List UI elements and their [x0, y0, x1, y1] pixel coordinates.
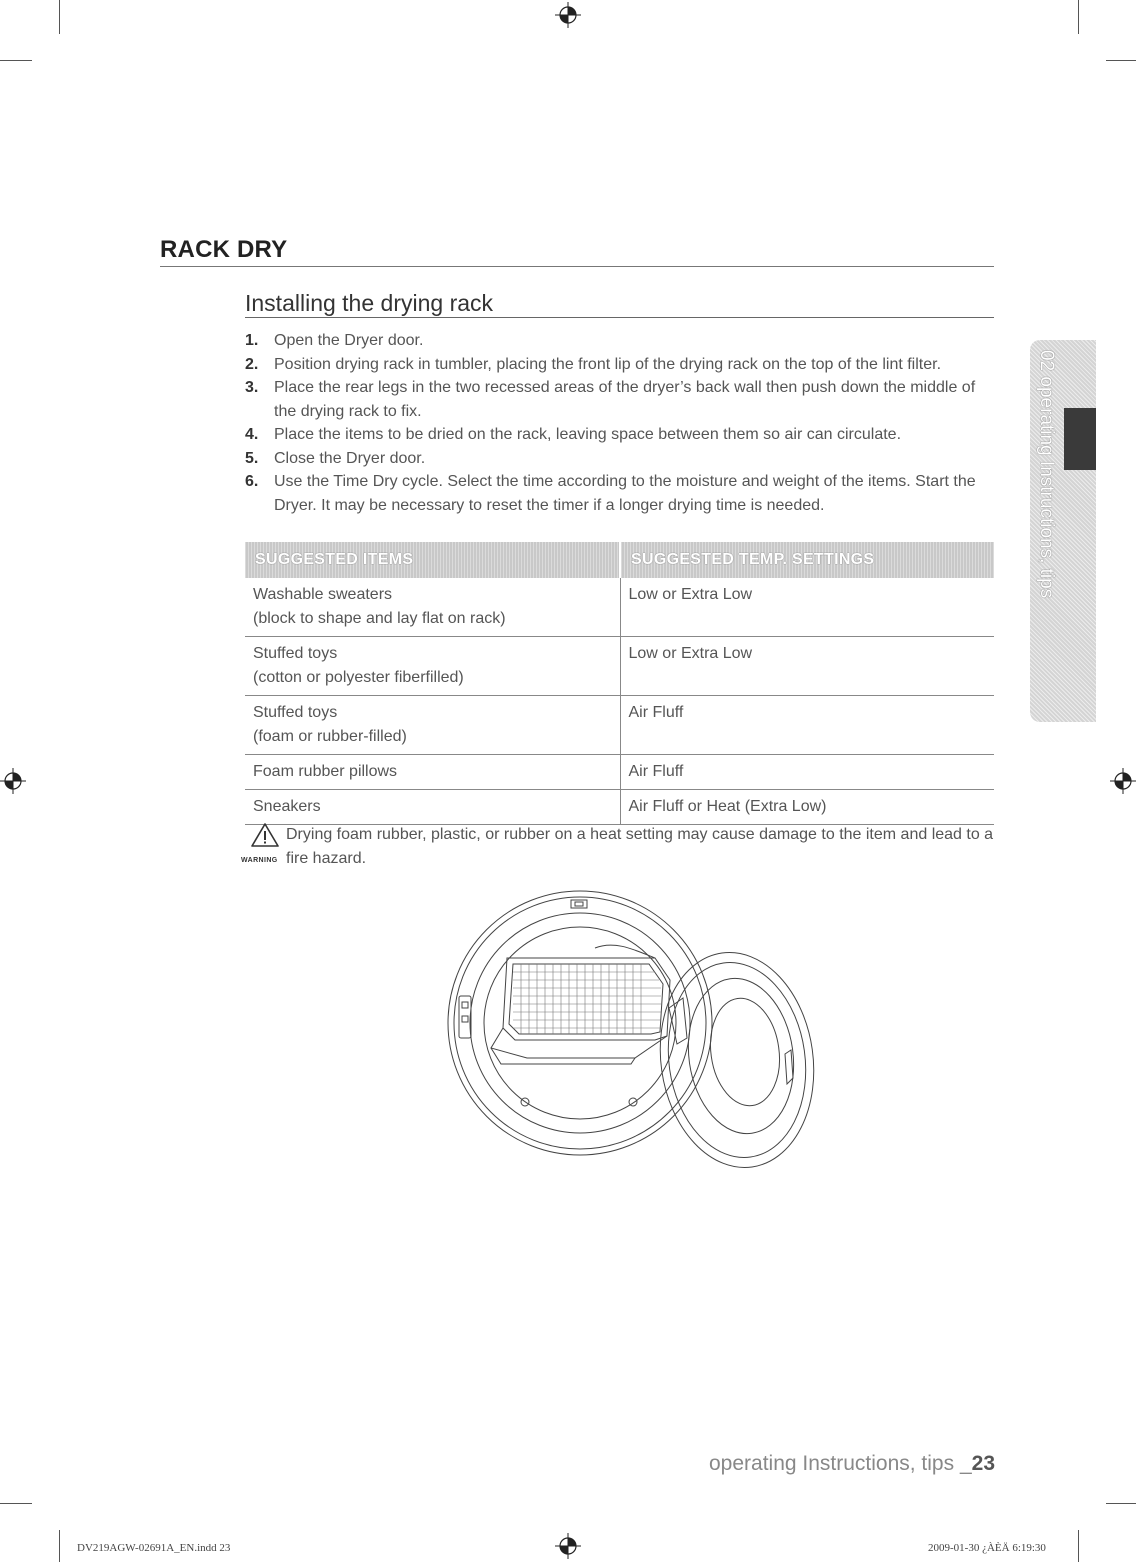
step-number: 5.	[245, 449, 259, 467]
step-number: 2.	[245, 355, 259, 373]
item-name: Foam rubber pillows	[253, 763, 398, 780]
step-item	[245, 329, 985, 353]
sub-divider	[245, 317, 994, 318]
warning-label: WARNING	[241, 857, 278, 864]
table-row	[245, 578, 994, 637]
table-row	[245, 637, 994, 696]
item-note: (block to shape and lay flat on rack)	[253, 610, 506, 627]
table-header-row	[245, 542, 994, 578]
item-cell	[245, 637, 620, 696]
step-item	[245, 376, 985, 423]
print-file-info: DV219AGW-02691A_EN.indd 23	[77, 1542, 231, 1554]
step-text: Use the Time Dry cycle. Select the time according to the moisture and weight of the items. Start the Dryer. It may be necessary to reset the timer if a longer drying time is needed.	[274, 473, 976, 514]
item-name: Stuffed toys	[253, 704, 338, 721]
dryer-rack-illustration	[445, 888, 815, 1168]
item-note: (foam or rubber-filled)	[253, 728, 407, 745]
item-note: (cotton or polyester fiberfilled)	[253, 669, 464, 686]
step-number: 3.	[245, 379, 259, 396]
settings-table	[245, 542, 994, 825]
step-text: Place the items to be dried on the rack, leaving space between them so air can circulate.	[274, 426, 902, 443]
item-name: Sneakers	[253, 798, 321, 815]
table-row	[245, 696, 994, 755]
step-text: Position drying rack in tumbler, placing the front lip of the drying rack on the top of the lint filter.	[274, 355, 942, 373]
steps-list	[245, 329, 985, 517]
column-header-settings: SUGGESTED TEMP. SETTINGS	[620, 542, 994, 578]
setting-cell: Low or Extra Low	[620, 637, 994, 696]
page-footer-label: operating Instructions, tips _	[708, 1452, 972, 1475]
print-timestamp: 2009-01-30 ¿ÀÈÄ 6:19:30	[928, 1542, 1046, 1554]
setting-cell: Air Fluff	[620, 696, 994, 755]
registration-mark-icon	[0, 768, 26, 794]
item-cell	[245, 755, 620, 790]
registration-mark-icon	[555, 1533, 581, 1559]
crop-mark	[1106, 1503, 1136, 1504]
crop-mark	[1078, 0, 1079, 34]
step-item	[245, 447, 985, 471]
step-item	[245, 353, 985, 377]
crop-mark	[0, 1503, 32, 1504]
item-cell	[245, 696, 620, 755]
crop-mark	[1078, 1530, 1079, 1562]
warning-text: Drying foam rubber, plastic, or rubber on a heat setting may cause damage to the item and lead to a fire hazard.	[286, 826, 994, 867]
sub-title: Installing the drying rack	[245, 290, 494, 316]
warning-icon	[251, 823, 279, 847]
registration-mark-icon	[1110, 768, 1136, 794]
crop-mark	[1106, 60, 1136, 61]
page-footer	[709, 1452, 995, 1476]
section-title: RACK DRY	[160, 236, 288, 263]
page-number: 23	[971, 1452, 995, 1475]
crop-mark	[0, 60, 32, 61]
table-row	[245, 790, 994, 825]
step-number: 6.	[245, 473, 259, 490]
item-cell	[245, 790, 620, 825]
crop-mark	[59, 1530, 60, 1562]
step-text: Open the Dryer door.	[274, 332, 424, 349]
step-number: 1.	[245, 332, 259, 349]
item-cell	[245, 578, 620, 637]
step-text: Place the rear legs in the two recessed areas of the dryer’s back wall then push down the middle of the drying rack to fix.	[274, 379, 976, 420]
setting-cell: Low or Extra Low	[620, 578, 994, 637]
registration-mark-icon	[555, 2, 581, 28]
chapter-tab-label: 02 operating Instructions, tips	[1036, 350, 1057, 599]
chapter-tab-marker	[1064, 408, 1096, 470]
step-text: Close the Dryer door.	[274, 449, 426, 467]
step-number: 4.	[245, 426, 259, 443]
table-row	[245, 755, 994, 790]
item-name: Stuffed toys	[253, 645, 338, 662]
setting-cell: Air Fluff	[620, 755, 994, 790]
step-item	[245, 470, 985, 517]
column-header-items: SUGGESTED ITEMS	[245, 542, 620, 578]
section-divider	[160, 266, 994, 267]
setting-cell: Air Fluff or Heat (Extra Low)	[620, 790, 994, 825]
item-name: Washable sweaters	[253, 586, 393, 603]
step-item	[245, 423, 985, 447]
crop-mark	[59, 0, 60, 34]
